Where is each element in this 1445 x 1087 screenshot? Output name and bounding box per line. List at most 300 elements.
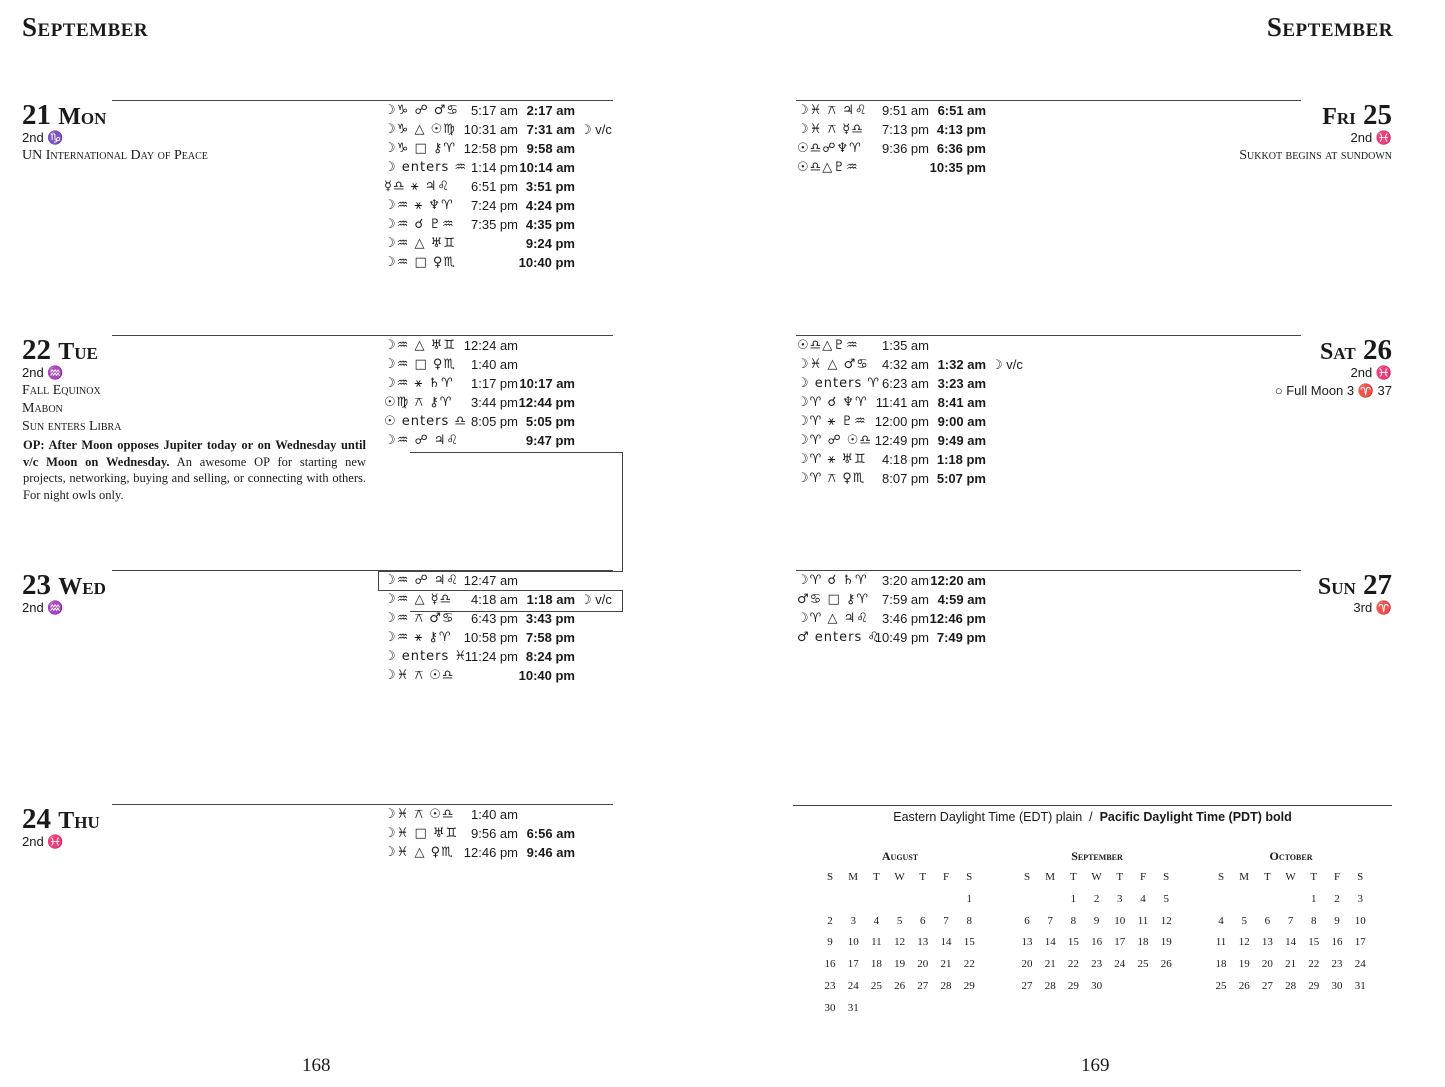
time-edt: 6:43 pm (471, 611, 518, 626)
calendar-day: 21 (1285, 958, 1297, 971)
day-rule (796, 100, 1301, 101)
time-edt: 1:40 am (471, 357, 518, 372)
calendar-day: 12 (1238, 936, 1250, 949)
calendar-day: 25 (870, 979, 882, 992)
calendar-day: 19 (894, 958, 906, 971)
time-edt: 7:24 pm (471, 198, 518, 213)
calendar-day: 25 (1215, 979, 1227, 992)
calendar-day: 12 (894, 936, 906, 949)
void-of-course: ☽ v/c (580, 592, 612, 607)
time-edt: 1:35 am (882, 338, 929, 353)
time-edt: 11:41 am (875, 395, 929, 410)
moon-phase-sign: 2nd ♑ (22, 130, 64, 145)
aspect-row (384, 414, 644, 433)
time-pdt: 12:44 pm (518, 395, 575, 410)
aspect-row (384, 160, 644, 179)
calendar-day: 3 (850, 914, 856, 927)
aspect-symbols: ☽♈ ☍ ☉♎ (797, 433, 873, 448)
calendar-day: 22 (963, 958, 975, 971)
aspect-row (797, 103, 1057, 122)
day-note: Mabon (22, 401, 63, 416)
box-line (622, 452, 623, 572)
void-of-course: ☽ v/c (991, 357, 1023, 372)
time-pdt: 3:43 pm (525, 611, 575, 626)
time-pdt: 8:24 pm (525, 649, 575, 664)
legend-bold: Pacific Daylight Time (PDT) bold (1099, 810, 1292, 824)
aspect-symbols: ☽♒ ☍ ♃♌ (384, 433, 460, 448)
time-edt: 10:31 am (463, 122, 518, 137)
aspect-symbols: ☽♓ ⚻ ♃♌ (797, 103, 868, 118)
day-name: Wed (58, 574, 106, 600)
calendar-day: 5 (1241, 914, 1247, 927)
time-edt: 12:24 am (463, 338, 518, 353)
calendar-day: 30 (1331, 979, 1343, 992)
calendar-day: 15 (1067, 936, 1079, 949)
aspect-symbols: ☿♎ ⚹ ♃♌ (384, 179, 451, 194)
calendar-day: 8 (1311, 914, 1317, 927)
calendar-day: 29 (963, 979, 975, 992)
aspect-row (384, 255, 644, 274)
time-edt: 9:56 am (471, 826, 518, 841)
calendar-day: 9 (827, 936, 833, 949)
calendar-day: 15 (1308, 936, 1320, 949)
time-pdt: 4:59 am (937, 592, 986, 607)
time-pdt: 10:35 pm (929, 160, 986, 175)
aspect-row (384, 826, 644, 845)
time-pdt: 9:49 am (937, 433, 986, 448)
calendar-day: 5 (1163, 893, 1169, 905)
time-pdt: 6:51 am (937, 103, 986, 118)
aspect-symbols: ☽ enters ♓ (384, 649, 468, 664)
box-line (410, 611, 623, 612)
aspect-symbols: ☽♒ □ ♀♏ (384, 255, 457, 270)
calendar-day: 16 (1331, 936, 1343, 949)
calendar-day: 22 (1308, 958, 1320, 971)
calendar-day: 23 (824, 979, 836, 992)
calendar-day: 8 (1070, 914, 1077, 927)
day-number: 23 (22, 569, 51, 601)
month-title-left: September (22, 12, 149, 42)
calendar-day: 16 (824, 958, 836, 971)
aspect-symbols: ☽♒ △ ♅♊ (384, 338, 456, 353)
aspect-row (797, 573, 1057, 592)
aspect-symbols: ☉♎△♇♒ (797, 338, 859, 353)
time-pdt: 4:13 pm (936, 122, 986, 137)
calendar-day: 21 (1044, 958, 1056, 971)
calendar-day: 1 (966, 893, 972, 905)
time-edt: 12:46 pm (463, 845, 518, 860)
weekday-label: M (1239, 871, 1250, 883)
time-pdt: 10:14 am (519, 160, 575, 175)
calendar-day: 13 (917, 936, 929, 949)
time-edt: 11:24 pm (464, 649, 518, 664)
aspect-row (384, 433, 644, 452)
aspect-row (384, 611, 644, 630)
calendar-day: 24 (847, 979, 859, 992)
calendar-day: 27 (1021, 979, 1033, 992)
aspect-row (797, 471, 1057, 490)
page-number-left: 168 (302, 1055, 331, 1076)
weekday-label: F (942, 871, 950, 883)
aspect-symbols: ♂ enters ♌ (797, 630, 881, 645)
aspect-row (797, 357, 1057, 376)
weekday-label: T (873, 871, 880, 883)
box-line (378, 571, 379, 590)
aspect-row (797, 452, 1057, 471)
calendar-day: 24 (1354, 958, 1366, 971)
time-pdt: 8:41 am (937, 395, 986, 410)
time-pdt: 1:18 pm (936, 452, 986, 467)
aspect-symbols: ☉♎△♇♒ (797, 160, 859, 175)
time-edt: 3:46 pm (882, 611, 929, 626)
calendar-day: 28 (1285, 979, 1297, 992)
weekday-label: S (826, 871, 834, 883)
calendar-day: 17 (1114, 936, 1126, 949)
day-note: UN International Day of Peace (22, 148, 208, 163)
calendar-day: 16 (1091, 936, 1103, 949)
time-pdt: 9:58 am (526, 141, 575, 156)
time-pdt: 6:36 pm (936, 141, 986, 156)
time-pdt: 10:17 am (519, 376, 575, 391)
calendar-day: 20 (1021, 958, 1033, 971)
calendar-day: 27 (1261, 979, 1273, 992)
calendar-day: 3 (1117, 893, 1123, 905)
aspect-symbols: ☽♈ ⚹ ♇♒ (797, 414, 867, 429)
time-edt: 12:58 pm (463, 141, 518, 156)
calendar-day: 17 (1354, 936, 1366, 949)
aspect-row (797, 433, 1057, 452)
calendar-day: 24 (1114, 958, 1126, 971)
aspect-symbols: ♂♋ □ ⚷♈ (797, 592, 870, 607)
calendar-day: 2 (1334, 893, 1340, 905)
aspect-row (384, 179, 644, 198)
calendar-day: 6 (920, 914, 926, 927)
aspect-row (797, 630, 1057, 649)
calendar-day: 23 (1331, 958, 1343, 971)
calendar-day: 14 (1044, 936, 1056, 949)
calendar-day: 10 (1354, 914, 1366, 927)
box-line (410, 452, 623, 453)
calendar-day: 4 (1218, 914, 1224, 927)
aspect-row (384, 376, 644, 395)
time-edt: 7:59 am (882, 592, 929, 607)
calendar-day: 15 (963, 936, 975, 949)
aspect-row (384, 338, 644, 357)
calendar-day: 18 (870, 958, 882, 971)
calendar-day: 18 (1137, 936, 1149, 949)
time-edt: 7:35 pm (471, 217, 518, 232)
day-rule (796, 570, 1301, 571)
aspect-row (384, 807, 644, 826)
day-heading (22, 570, 106, 602)
aspect-symbols: ☽♈ ⚹ ♅♊ (797, 452, 867, 467)
time-edt: 4:32 am (882, 357, 929, 372)
calendar-day: 19 (1238, 958, 1250, 971)
aspect-symbols: ☉♎☍♆♈ (797, 141, 862, 156)
day-rule (796, 335, 1301, 336)
aspect-row (384, 845, 644, 864)
time-edt: 4:18 am (471, 592, 518, 607)
day-name: Tue (58, 339, 98, 365)
time-edt: 6:51 pm (471, 179, 518, 194)
day-name: Mon (58, 104, 107, 130)
aspect-row (384, 357, 644, 376)
aspect-symbols: ☽♒ △ ♅♊ (384, 236, 456, 251)
calendar-day: 11 (871, 936, 882, 949)
time-pdt: 7:31 am (526, 122, 575, 137)
time-pdt: 3:51 pm (525, 179, 575, 194)
calendar-day: 4 (873, 914, 880, 927)
calendar-day: 21 (940, 958, 952, 971)
time-pdt: 7:49 pm (936, 630, 986, 645)
day-rule (112, 335, 613, 336)
calendar-day: 29 (1308, 979, 1320, 992)
legend-plain: Eastern Daylight Time (EDT) plain (893, 810, 1083, 824)
moon-phase-sign: 2nd ♒ (22, 365, 64, 380)
time-pdt: 1:32 am (937, 357, 986, 372)
day-heading (1318, 570, 1392, 602)
time-pdt: 9:00 am (937, 414, 986, 429)
time-pdt: 7:58 pm (525, 630, 575, 645)
full-moon-note: ○ Full Moon 3 ♈ 37 (1274, 383, 1392, 398)
calendar-day: 1 (1311, 893, 1317, 905)
calendar-day: 28 (940, 979, 952, 992)
calendar-day: 9 (1093, 914, 1100, 927)
weekday-label: F (1333, 871, 1341, 883)
moon-phase-sign: 2nd ♓ (1350, 130, 1392, 145)
calendar-day: 5 (896, 914, 903, 927)
calendar-day: 6 (1024, 914, 1030, 927)
time-pdt: 2:17 am (526, 103, 575, 118)
day-heading (1322, 100, 1392, 132)
calendar-month-title: October (1269, 849, 1313, 863)
calendar-day: 25 (1137, 958, 1149, 971)
calendar-day: 30 (1091, 979, 1103, 992)
time-edt: 1:40 am (471, 807, 518, 822)
time-edt: 10:49 pm (874, 630, 929, 645)
day-rule (112, 804, 613, 805)
page-number-right: 169 (1081, 1055, 1110, 1076)
time-edt: 5:17 am (471, 103, 518, 118)
aspect-row (797, 592, 1057, 611)
weekday-label: T (1310, 871, 1318, 883)
day-number: 24 (22, 803, 51, 835)
calendar-day: 10 (1114, 914, 1126, 927)
aspect-symbols: ☉♍ ⚻ ⚷♈ (384, 395, 453, 410)
aspect-symbols: ☽♓ △ ♂♋ (797, 357, 869, 372)
moon-phase-sign: 2nd ♓ (1350, 365, 1392, 380)
aspect-symbols: ☽♒ ☍ ♃♌ (384, 573, 460, 588)
weekday-label: W (894, 871, 905, 883)
day-note: Fall Equinox (22, 383, 101, 398)
weekday-label: M (848, 871, 859, 883)
calendar-day: 31 (847, 1001, 859, 1014)
calendar-day: 10 (847, 936, 859, 949)
calendar-day: 31 (1354, 979, 1366, 992)
day-name: Sun (1317, 574, 1356, 600)
time-pdt: 6:56 am (526, 826, 575, 841)
time-pdt: 12:46 pm (929, 611, 986, 626)
aspect-symbols: ☽ enters ♒ (384, 160, 468, 175)
moon-phase-sign: 2nd ♓ (22, 834, 64, 849)
aspect-symbols: ☉ enters ♎ (384, 414, 468, 429)
aspect-row (384, 217, 644, 236)
aspect-row (384, 630, 644, 649)
aspect-symbols: ☽ enters ♈ (797, 376, 881, 391)
aspect-symbols: ☽♈ △ ♃♌ (797, 611, 869, 626)
aspect-symbols: ☽♒ ⚹ ♆♈ (384, 198, 454, 213)
weekday-label: S (1217, 871, 1225, 883)
aspect-row (384, 592, 644, 611)
calendar-day: 26 (894, 979, 906, 992)
calendar-day: 26 (1160, 958, 1172, 971)
aspect-symbols: ☽♓ ⚻ ☿♎ (797, 122, 864, 137)
time-edt: 9:36 pm (882, 141, 929, 156)
calendar-day: 23 (1091, 958, 1103, 971)
calendar-day: 20 (1261, 958, 1273, 971)
time-pdt: 9:47 pm (525, 433, 575, 448)
calendar-day: 7 (1047, 914, 1053, 927)
calendar-day: 14 (1285, 936, 1297, 949)
time-pdt: 5:07 pm (936, 471, 986, 486)
calendar-day: 22 (1067, 958, 1079, 971)
moon-phase-sign: 3rd ♈ (1353, 600, 1392, 615)
aspect-row (797, 160, 1057, 179)
weekday-label: T (1264, 871, 1271, 883)
time-edt: 1:14 pm (471, 160, 518, 175)
day-heading (22, 804, 100, 836)
aspect-symbols: ☽♒ ⚹ ⚷♈ (384, 630, 452, 645)
time-pdt: 4:24 pm (525, 198, 575, 213)
aspect-row (384, 236, 644, 255)
aspect-row (797, 141, 1057, 160)
aspect-row (797, 376, 1057, 395)
aspect-symbols: ☽♓ □ ♅♊ (384, 826, 459, 841)
box-line (378, 590, 623, 591)
time-legend (793, 810, 1392, 824)
time-pdt: 3:23 am (937, 376, 986, 391)
calendar-day: 17 (847, 958, 859, 971)
aspect-row (797, 338, 1057, 357)
calendar-day: 11 (1137, 914, 1149, 927)
time-edt: 9:51 am (882, 103, 929, 118)
time-edt: 10:58 pm (463, 630, 518, 645)
calendar-day: 9 (1334, 914, 1340, 927)
aspect-symbols: ☽♓ ⚻ ☉♎ (384, 807, 455, 822)
legend-sep: / (1089, 810, 1093, 824)
aspect-row (384, 649, 644, 668)
time-edt: 7:13 pm (882, 122, 929, 137)
weekday-label: W (1285, 871, 1296, 883)
calendar-day: 4 (1140, 893, 1146, 905)
calendar-day: 13 (1261, 936, 1273, 949)
calendar-day: 13 (1021, 936, 1033, 949)
aspect-row (384, 198, 644, 217)
calendar-day: 8 (966, 914, 972, 927)
aspect-symbols: ☽♑ △ ☉♍ (384, 122, 456, 137)
weekday-label: T (1070, 871, 1077, 883)
aspect-symbols: ☽♒ □ ♀♏ (384, 357, 457, 372)
aspect-symbols: ☽♒ ⚻ ♂♋ (384, 611, 455, 626)
aspect-row (384, 668, 644, 687)
aspect-row (384, 141, 644, 160)
weekday-label: S (966, 871, 973, 883)
time-edt: 12:47 am (463, 573, 518, 588)
op-bold: OP: After Moon opposes Jupiter today or on Wednesday until v/c Moon on Wednesday. (23, 438, 366, 469)
day-name: Thu (58, 808, 100, 834)
weekday-label: S (1023, 871, 1031, 883)
day-heading (1320, 335, 1392, 367)
aspect-symbols: ☽♒ ⚹ ♄♈ (384, 376, 454, 391)
weekday-label: M (1045, 871, 1056, 883)
aspect-symbols: ☽♑ ☍ ♂♋ (384, 103, 460, 118)
day-heading (22, 335, 98, 367)
aspect-symbols: ☽♒ ☌ ♇♒ (384, 217, 455, 232)
day-rule (112, 100, 613, 101)
aspect-symbols: ☽♈ ☌ ♆♈ (797, 395, 868, 410)
calendar-day: 30 (824, 1001, 836, 1014)
moon-phase-sign: 2nd ♒ (22, 600, 64, 615)
calendar-day: 7 (943, 914, 949, 927)
aspect-row (797, 395, 1057, 414)
time-pdt: 5:05 pm (525, 414, 575, 429)
box-line (378, 571, 623, 572)
aspect-row (384, 103, 644, 122)
time-edt: 12:00 pm (874, 414, 929, 429)
weekday-label: T (919, 871, 927, 883)
aspect-symbols: ☽♒ △ ☿♎ (384, 592, 453, 607)
calendar-day: 2 (1093, 893, 1100, 905)
aspect-symbols: ☽♓ △ ♀♏ (384, 845, 454, 860)
calendar-day: 12 (1160, 914, 1172, 927)
calendar-month-title: August (881, 849, 919, 863)
day-number: 21 (22, 99, 51, 131)
day-number: 26 (1363, 334, 1392, 366)
month-title-right: September (1266, 12, 1393, 42)
time-edt: 1:17 pm (471, 376, 518, 391)
time-edt: 8:07 pm (882, 471, 929, 486)
calendar-day: 29 (1067, 979, 1079, 992)
calendar-day: 11 (1215, 936, 1227, 949)
aspect-row (384, 395, 644, 414)
aspect-row (384, 122, 644, 141)
box-line (622, 590, 623, 611)
day-name: Fri (1322, 104, 1356, 130)
calendar-day: 6 (1264, 914, 1271, 927)
time-pdt: 9:24 pm (525, 236, 575, 251)
time-pdt: 10:40 pm (518, 255, 575, 270)
time-pdt: 9:46 am (526, 845, 575, 860)
day-number: 27 (1363, 569, 1392, 601)
calendar-day: 26 (1238, 979, 1250, 992)
void-of-course: ☽ v/c (580, 122, 612, 137)
legend-rule (793, 805, 1392, 806)
day-number: 22 (22, 334, 51, 366)
calendar-month-title: September (1071, 849, 1123, 863)
day-name: Sat (1320, 339, 1356, 365)
time-pdt: 4:35 pm (525, 217, 575, 232)
time-edt: 3:20 am (882, 573, 929, 588)
calendar-day: 20 (917, 958, 929, 971)
calendar-day: 3 (1357, 893, 1363, 905)
weekday-label: S (1357, 871, 1364, 883)
day-heading (22, 100, 106, 132)
op-note (23, 437, 366, 503)
calendar-day: 7 (1287, 914, 1294, 927)
time-edt: 3:44 pm (471, 395, 518, 410)
aspect-symbols: ☽♑ □ ⚷♈ (384, 141, 457, 156)
calendar-day: 27 (917, 979, 929, 992)
